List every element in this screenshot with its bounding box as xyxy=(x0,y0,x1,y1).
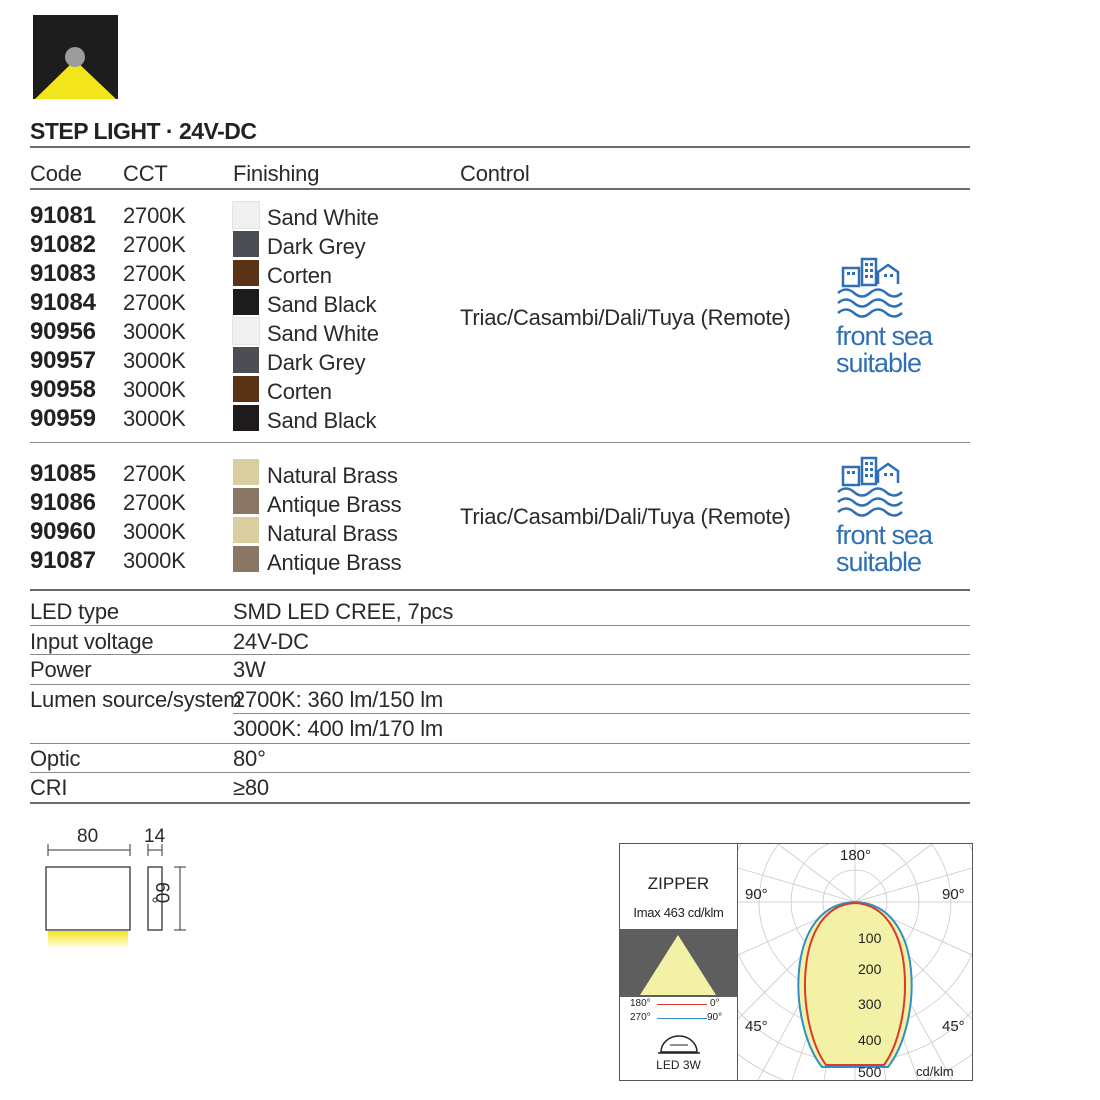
finish-name: Antique Brass xyxy=(267,492,402,517)
legend-c180: 180° xyxy=(630,998,651,1009)
cct-value: 2700K xyxy=(123,203,186,228)
cct-value: 2700K xyxy=(123,490,186,515)
photometric-legend xyxy=(620,844,738,1080)
badge-line-2: suitable xyxy=(836,348,922,378)
finish-swatch xyxy=(233,376,259,402)
ring-label: 200 xyxy=(858,961,882,977)
product-code: 90959 xyxy=(30,405,96,432)
divider xyxy=(30,802,970,804)
ring-label: 100 xyxy=(858,930,882,946)
finish-swatch xyxy=(233,459,259,485)
product-code: 90956 xyxy=(30,318,96,345)
led-dome-icon xyxy=(658,1032,700,1056)
finish-name: Sand Black xyxy=(267,408,377,433)
legend-red-line xyxy=(657,1004,707,1005)
seaside-icon xyxy=(836,256,910,318)
finish-swatch xyxy=(233,202,259,228)
product-code: 91083 xyxy=(30,260,96,287)
divider xyxy=(30,442,970,443)
divider xyxy=(30,654,970,655)
control-protocols: Triac/Casambi/Dali/Tuya (Remote) xyxy=(460,305,791,330)
legend-blue-line xyxy=(657,1018,707,1019)
product-code: 90958 xyxy=(30,376,96,403)
legend-c90: 90° xyxy=(707,1012,723,1023)
cct-value: 3000K xyxy=(123,377,186,402)
spec-label: Lumen source/system xyxy=(30,687,242,712)
angle-label-180: 180° xyxy=(840,847,872,864)
legend-c270: 270° xyxy=(630,1012,651,1023)
cct-value: 2700K xyxy=(123,232,186,257)
divider xyxy=(30,772,970,773)
product-code: 91085 xyxy=(30,460,96,487)
ring-label: 400 xyxy=(858,1032,882,1048)
divider xyxy=(30,188,970,190)
product-code: 91082 xyxy=(30,231,96,258)
cct-value: 2700K xyxy=(123,290,186,315)
finish-swatch xyxy=(233,347,259,373)
finish-name: Sand White xyxy=(267,205,379,230)
photometric-panel xyxy=(619,843,973,1081)
unit-label: cd/klm xyxy=(916,1064,954,1079)
product-code: 90960 xyxy=(30,518,96,545)
front-sea-suitable-badge xyxy=(836,256,936,377)
divider xyxy=(30,589,970,591)
step-light-icon xyxy=(33,15,118,99)
angle-label-90-left: 90° xyxy=(745,886,768,903)
badge-line-2: suitable xyxy=(836,547,922,577)
finish-name: Dark Grey xyxy=(267,234,366,259)
header-control: Control xyxy=(460,161,530,186)
cct-value: 3000K xyxy=(123,319,186,344)
spec-label: Optic xyxy=(30,746,81,771)
spec-label: Input voltage xyxy=(30,629,154,654)
divider xyxy=(233,713,970,714)
finish-name: Natural Brass xyxy=(267,521,398,546)
cct-value: 3000K xyxy=(123,406,186,431)
angle-label-90-right: 90° xyxy=(942,886,965,903)
finish-name: Natural Brass xyxy=(267,463,398,488)
badge-line-1: front sea xyxy=(836,321,933,351)
spec-label: CRI xyxy=(30,775,68,800)
spec-value: 24V-DC xyxy=(233,629,309,654)
finish-name: Sand White xyxy=(267,321,379,346)
ring-label: 300 xyxy=(858,996,882,1012)
spec-value: 2700K: 360 lm/150 lm xyxy=(233,687,444,712)
cct-value: 3000K xyxy=(123,519,186,544)
led-label: LED 3W xyxy=(656,1058,701,1072)
divider xyxy=(30,684,970,685)
spec-label: Power xyxy=(30,657,92,682)
badge-line-1: front sea xyxy=(836,520,933,550)
spec-value: 3W xyxy=(233,657,266,682)
finish-name: Antique Brass xyxy=(267,550,402,575)
finish-name: Dark Grey xyxy=(267,350,366,375)
finish-name: Corten xyxy=(267,379,332,404)
header-code: Code xyxy=(30,161,82,186)
spec-value: SMD LED CREE, 7pcs xyxy=(233,599,454,624)
finish-swatch xyxy=(233,318,259,344)
header-cct: CCT xyxy=(123,161,168,186)
finish-swatch xyxy=(233,260,259,286)
cct-value: 3000K xyxy=(123,348,186,373)
product-code: 90957 xyxy=(30,347,96,374)
spec-value: 3000K: 400 lm/170 lm xyxy=(233,716,444,741)
spec-label: LED type xyxy=(30,599,119,624)
finish-swatch xyxy=(233,231,259,257)
dimension-depth: 14 xyxy=(144,826,166,847)
seaside-icon xyxy=(836,455,910,517)
spec-value: 80° xyxy=(233,746,266,771)
product-code: 91081 xyxy=(30,202,96,229)
finish-swatch xyxy=(233,289,259,315)
finish-name: Sand Black xyxy=(267,292,377,317)
dimension-drawing xyxy=(40,822,210,957)
cct-value: 2700K xyxy=(123,461,186,486)
header-finishing: Finishing xyxy=(233,161,320,186)
product-code: 91087 xyxy=(30,547,96,574)
divider xyxy=(30,743,970,744)
cct-value: 3000K xyxy=(123,548,186,573)
beam-icon xyxy=(620,929,737,997)
fixture-name: ZIPPER xyxy=(647,874,710,893)
product-code: 91084 xyxy=(30,289,96,316)
product-title: STEP LIGHT · 24V-DC xyxy=(30,118,257,144)
finish-swatch xyxy=(233,517,259,543)
product-code: 91086 xyxy=(30,489,96,516)
finish-name: Corten xyxy=(267,263,332,288)
cct-value: 2700K xyxy=(123,261,186,286)
imax-value: Imax 463 cd/klm xyxy=(633,905,724,920)
ring-label: 500 xyxy=(858,1064,882,1080)
angle-label-45-right: 45° xyxy=(942,1018,965,1035)
finish-swatch xyxy=(233,546,259,572)
divider xyxy=(30,146,970,148)
legend-c0: 0° xyxy=(710,998,720,1009)
polar-chart xyxy=(738,844,972,1080)
front-sea-suitable-badge xyxy=(836,455,936,576)
divider xyxy=(30,625,970,626)
dimension-width: 80 xyxy=(77,826,99,847)
angle-label-45-left: 45° xyxy=(745,1018,768,1035)
finish-swatch xyxy=(233,405,259,431)
dimension-height: 60 xyxy=(151,882,172,904)
spec-value: ≥80 xyxy=(233,775,269,800)
finish-swatch xyxy=(233,488,259,514)
control-protocols: Triac/Casambi/Dali/Tuya (Remote) xyxy=(460,504,791,529)
